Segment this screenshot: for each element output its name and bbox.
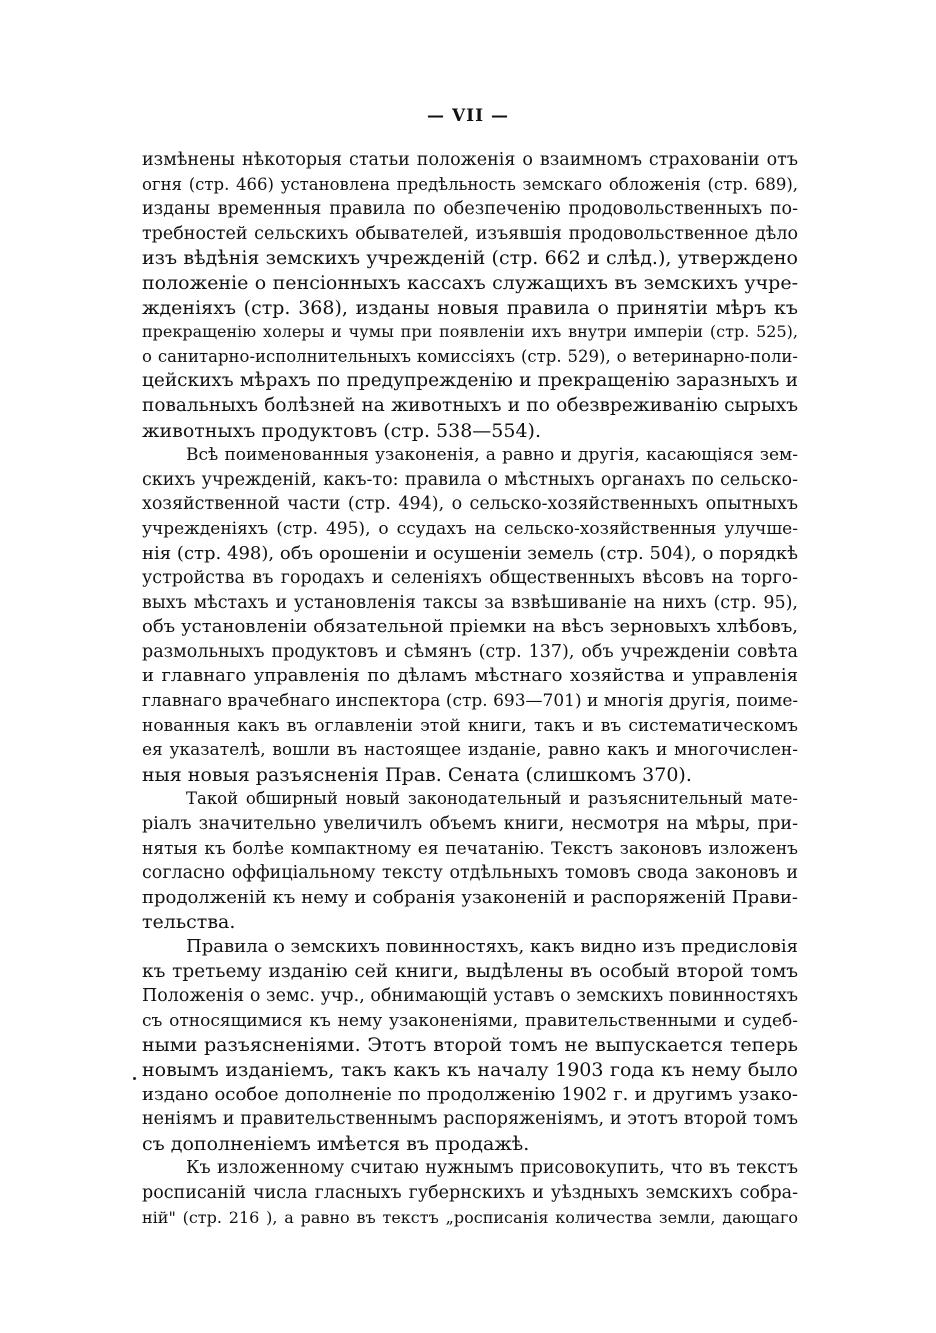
text-line: жденіяхъ (стр. 368), изданы новыя правила о принятіи мѣръ къ — [142, 296, 798, 319]
text-line: ній" (стр. 216 ), а равно въ текстъ „росписанія количества земли, дающаго — [142, 1207, 798, 1227]
text-line: съ относящимися къ нему узаконеніями, правительственными и судеб- — [142, 1010, 798, 1031]
text-line: главнаго врачебнаго инспектора (стр. 693—701) и многія другія, поиме- — [142, 691, 798, 712]
text-line: и главнаго управленія по дѣламъ мѣстнаго хозяйства и управленія — [142, 665, 798, 687]
text-line: къ третьему изданію сей книги, выдѣлены въ особый второй томъ — [142, 960, 798, 982]
text-line: измѣнены нѣкоторыя статьи положенія о взаимномъ страхованіи отъ — [142, 150, 798, 170]
text-line: о санитарно-исполнительныхъ комиссіяхъ (стр. 529), о ветеринарно-поли- — [142, 346, 798, 366]
text-line: продолженій къ нему и собранія узаконеній и распоряженій Прави- — [142, 886, 798, 908]
text-line: Положенія о земс. учр., обнимающій уставъ о земскихъ повинностяхъ — [142, 986, 798, 1007]
text-line: ными разъясненіями. Этотъ второй томъ не выпускается теперь — [142, 1034, 798, 1057]
text-line: согласно оффиціальному тексту отдѣльныхъ томовъ свода законовъ и — [142, 863, 798, 884]
body-text — [142, 148, 798, 1230]
text-line: съ дополненіемъ имѣется въ продажѣ. — [142, 1132, 530, 1155]
text-line: нятыя къ болѣе компактному ея печатанію. Текстъ законовъ изложенъ — [142, 838, 798, 859]
paragraph-start: Всѣ поименованныя узаконенія, а равно и другія, касающіяся зем- — [186, 445, 798, 466]
text-line: издано особое дополненіе по продолженію 1902 г. и другимъ узако- — [142, 1083, 798, 1105]
text-line: изданы временныя правила по обезпеченію продовольственныхъ по- — [142, 199, 798, 220]
text-line: ея указателѣ, вошли въ настоящее изданіе, равно какъ и многочислен- — [142, 740, 798, 761]
text-line: выхъ мѣстахъ и установленія таксы за взвѣшиваніе на нихъ (стр. 95), — [142, 592, 798, 613]
text-line: огня (стр. 466) установлена предѣльность земскаго обложенія (стр. 689), — [142, 174, 798, 194]
text-line: новымъ изданіемъ, такъ какъ къ началу 1903 года къ нему было — [142, 1058, 798, 1081]
text-line: тельства. — [142, 911, 236, 934]
text-line: требностей сельскихъ обывателей, изъявшія продовольственное дѣло — [142, 223, 798, 244]
text-line: прекращенію холеры и чумы при появленіи ихъ внутри имперіи (стр. 525), — [142, 322, 798, 342]
text-line: учрежденіяхъ (стр. 495), о ссудахъ на сельско-хозяйственныя улучше- — [142, 518, 798, 539]
text-line: размольныхъ продуктовъ и сѣмянъ (стр. 137), объ учрежденіи совѣта — [142, 641, 798, 662]
text-line: хозяйственной части (стр. 494), о сельско-хозяйственныхъ опытныхъ — [142, 494, 798, 515]
page-number: — VII — — [427, 106, 509, 126]
text-line: положеніе о пенсіонныхъ кассахъ служащихъ въ земскихъ учре- — [142, 271, 798, 294]
print-speck — [133, 1077, 136, 1080]
text-line: нія (стр. 498), объ орошеніи и осушеніи земель (стр. 504), о порядкѣ — [142, 542, 798, 564]
paragraph-start: Правила о земскихъ повинностяхъ, какъ видно изъ предисловія — [186, 936, 798, 957]
text-line: животныхъ продуктовъ (стр. 538—554). — [142, 419, 541, 442]
text-line: нованныя какъ въ оглавленіи этой книги, такъ и въ систематическомъ — [142, 715, 798, 736]
text-line: цейскихъ мѣрахъ по предупрежденію и прекращенію заразныхъ и — [142, 370, 798, 392]
paragraph-start: Къ изложенному считаю нужнымъ присовокупить, что въ текстъ — [186, 1158, 798, 1179]
text-line: скихъ учрежденій, какъ-то: правила о мѣстныхъ органахъ по сельско- — [142, 469, 798, 490]
text-line: устройства въ городахъ и селеніяхъ общественныхъ вѣсовъ на торго- — [142, 568, 798, 589]
text-line: неніямъ и правительственнымъ распоряженіямъ, и этотъ второй томъ — [142, 1109, 798, 1130]
paragraph-start: Такой обширный новый законодательный и разъяснительный мате- — [186, 789, 798, 809]
text-line: росписаній числа гласныхъ губернскихъ и уѣздныхъ земскихъ собра- — [142, 1182, 798, 1203]
text-line: ныя новыя разъясненія Прав. Сената (слишкомъ 370). — [142, 763, 692, 786]
text-line: повальныхъ болѣзней на животныхъ и по обезвреживанію сырыхъ — [142, 394, 798, 416]
text-line: ріалъ значительно увеличилъ объемъ книги, несмотря на мѣры, при- — [142, 814, 798, 835]
text-line: изъ вѣдѣнія земскихъ учрежденій (стр. 662 и слѣд.), утверждено — [142, 247, 798, 270]
text-line: объ установленіи обязательной пріемки на вѣсъ зерновыхъ хлѣбовъ, — [142, 616, 798, 638]
